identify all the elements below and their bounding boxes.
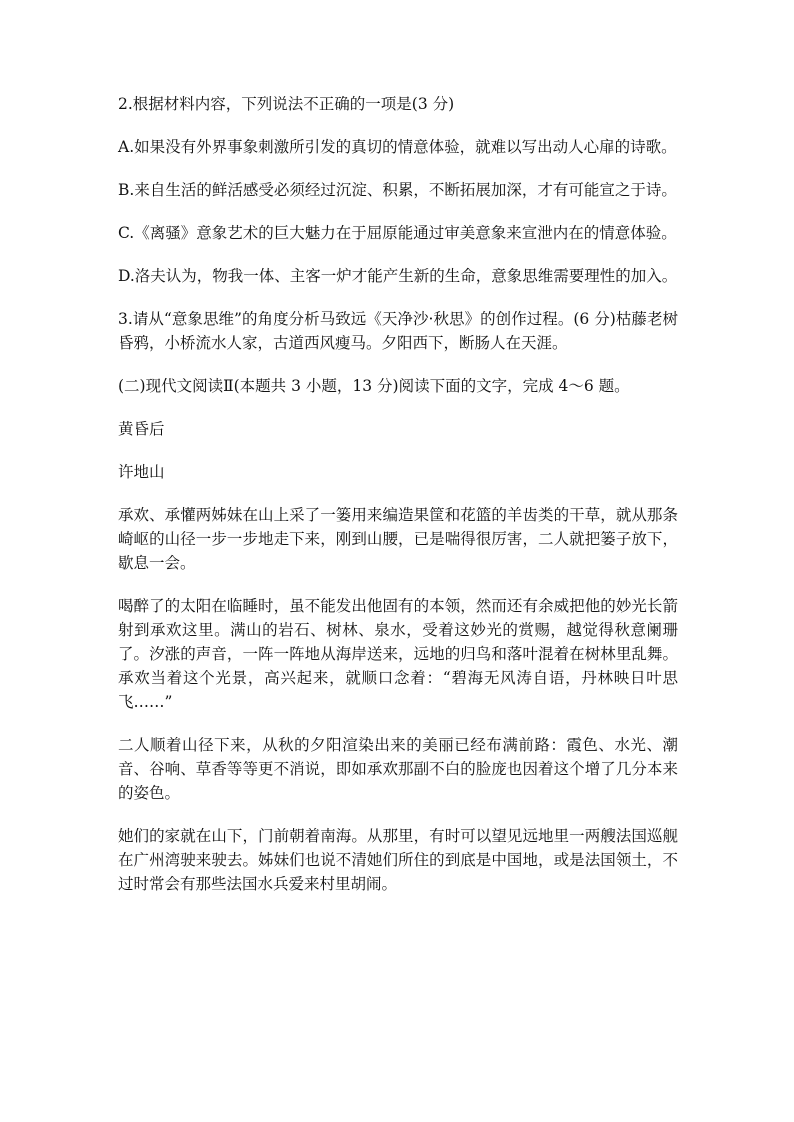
section-heading: (二)现代文阅读Ⅱ(本题共 3 小题，13 分)阅读下面的文字，完成 4～6 题。 bbox=[118, 377, 630, 395]
article-author: 许地山 bbox=[118, 463, 165, 481]
article-paragraph: 承欢、承懽两姊妹在山上采了一篓用来编造果筐和花篮的羊齿类的干草，就从那条崎岖的山径一步一步地走下来，刚到山腰，已是喘得很厉害，二人就把篓子放下，歇息一会。 bbox=[118, 506, 678, 572]
document-page bbox=[118, 92, 678, 915]
question-2-stem: 2.根据材料内容，下列说法不正确的一项是(3 分) bbox=[118, 95, 455, 113]
question-2-option-c: C.《离骚》意象艺术的巨大魅力在于屈原能通过审美意象来宣泄内在的情意体验。 bbox=[118, 224, 677, 242]
question-3: 3.请从“意象思维”的角度分析马致远《天净沙·秋思》的创作过程。(6 分)枯藤老树昏鸦，小桥流水人家，古道西风瘦马。夕阳西下，断肠人在天涯。 bbox=[118, 310, 678, 352]
question-2-option-d: D.洛夫认为，物我一体、主客一炉才能产生新的生命，意象思维需要理性的加入。 bbox=[118, 267, 678, 285]
article-paragraph: 她们的家就在山下，门前朝着南海。从那里，有时可以望见远地里一两艘法国巡舰在广州湾驶来驶去。姊妹们也说不清她们所住的到底是中国地，或是法国领土，不过时常会有那些法国水兵爱来村里胡闹。 bbox=[118, 827, 678, 893]
article-title: 黄昏后 bbox=[118, 420, 165, 438]
question-2-option-a: A.如果没有外界事象刺激所引发的真切的情意体验，就难以写出动人心扉的诗歌。 bbox=[118, 138, 677, 156]
article-paragraph: 喝醉了的太阳在临睡时，虽不能发出他固有的本领，然而还有余威把他的妙光长箭射到承欢这里。满山的岩石、树林、泉水，受着这妙光的赏赐，越觉得秋意阑珊了。汐涨的声音，一阵一阵地从海岸送来，远地的归鸟和落叶混着在树林里乱舞。承欢当着这个光景，高兴起来，就顺口念着：“碧海无风涛自语，丹林映日叶思飞……” bbox=[118, 597, 678, 711]
question-2-option-b: B.来自生活的鲜活感受必须经过沉淀、积累，不断拓展加深，才有可能宣之于诗。 bbox=[118, 181, 677, 199]
article-paragraph: 二人顺着山径下来，从秋的夕阳渲染出来的美丽已经布满前路：霞色、水光、潮音、谷响、草香等等更不消说，即如承欢那副不白的脸庞也因着这个增了几分本来的姿色。 bbox=[118, 736, 678, 802]
